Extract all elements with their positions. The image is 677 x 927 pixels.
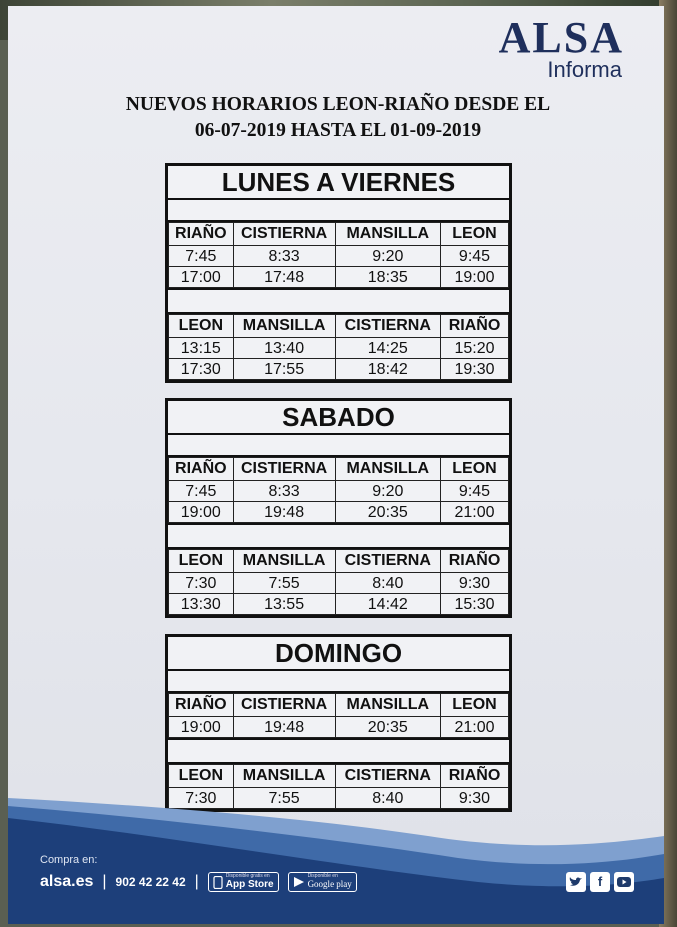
schedule-day-title: LUNES A VIERNES [168, 166, 509, 200]
footer-links [40, 872, 357, 892]
appstore-small-text: Disponible gratis en [225, 873, 270, 879]
departure-time: 19:00 [440, 267, 508, 288]
spacer-row [168, 523, 509, 549]
departure-time: 17:30 [169, 359, 234, 380]
departure-time: 9:30 [440, 788, 508, 809]
departure-time: 7:55 [233, 788, 335, 809]
table-row [169, 573, 509, 594]
phone-icon [213, 876, 223, 889]
departure-time: 8:33 [233, 481, 335, 502]
table-row [169, 717, 509, 738]
page-title [78, 92, 598, 144]
logo-sub: Informa [547, 57, 622, 82]
header-row [169, 765, 509, 788]
website-link[interactable]: alsa.es [40, 873, 94, 890]
google-play-badge[interactable] [288, 872, 357, 892]
departure-time: 9:30 [440, 573, 508, 594]
departure-time: 21:00 [440, 717, 508, 738]
departure-time: 20:35 [335, 717, 440, 738]
stop-header: CISTIERNA [335, 765, 440, 788]
header-row [169, 315, 509, 338]
table-row [169, 246, 509, 267]
table-row [169, 338, 509, 359]
departure-time: 8:33 [233, 246, 335, 267]
outbound-timetable [168, 693, 509, 738]
departure-time: 15:30 [440, 594, 508, 615]
departure-time: 7:45 [169, 481, 234, 502]
departure-time: 13:40 [233, 338, 335, 359]
logo-brand: ALSA [498, 13, 624, 62]
outbound-timetable [168, 222, 509, 288]
departure-time: 7:45 [169, 246, 234, 267]
app-store-badge[interactable] [208, 872, 279, 892]
stop-header: LEON [440, 694, 508, 717]
stop-header: LEON [169, 550, 234, 573]
schedule-2 [165, 634, 512, 812]
separator: | [102, 873, 107, 890]
title-line-1: NUEVOS HORARIOS LEON-RIAÑO DESDE EL [125, 94, 551, 115]
departure-time: 9:45 [440, 246, 508, 267]
spacer-row [168, 738, 509, 764]
table-row [169, 481, 509, 502]
return-timetable [168, 549, 509, 615]
notice-paper [8, 6, 664, 924]
stop-header: CISTIERNA [233, 223, 335, 246]
schedule-0 [165, 163, 512, 383]
departure-time: 19:00 [169, 502, 234, 523]
departure-time: 15:20 [440, 338, 508, 359]
stop-header: RIAÑO [440, 765, 508, 788]
departure-time: 20:35 [335, 502, 440, 523]
departure-time: 14:42 [335, 594, 440, 615]
return-timetable [168, 314, 509, 380]
stop-header: RIAÑO [440, 550, 508, 573]
departure-time: 9:20 [335, 246, 440, 267]
footer-banner [8, 796, 664, 924]
appstore-label: App Store [225, 879, 274, 890]
header-row [169, 223, 509, 246]
stop-header: CISTIERNA [335, 550, 440, 573]
departure-time: 14:25 [335, 338, 440, 359]
departure-time: 17:55 [233, 359, 335, 380]
departure-time: 17:48 [233, 267, 335, 288]
stop-header: CISTIERNA [233, 458, 335, 481]
departure-time: 17:00 [169, 267, 234, 288]
stop-header: RIAÑO [169, 223, 234, 246]
departure-time: 13:30 [169, 594, 234, 615]
stop-header: CISTIERNA [233, 694, 335, 717]
stop-header: LEON [440, 223, 508, 246]
departure-time: 18:42 [335, 359, 440, 380]
departure-time: 7:55 [233, 573, 335, 594]
play-icon [293, 876, 305, 888]
youtube-icon[interactable] [614, 872, 634, 892]
schedule-1 [165, 398, 512, 618]
spacer-row [168, 200, 509, 222]
separator: | [194, 873, 199, 890]
departure-time: 8:40 [335, 573, 440, 594]
departure-time: 19:00 [169, 717, 234, 738]
table-row [169, 502, 509, 523]
departure-time: 19:48 [233, 502, 335, 523]
departure-time: 8:40 [335, 788, 440, 809]
header-row [169, 550, 509, 573]
stop-header: MANSILLA [335, 694, 440, 717]
googleplay-label: Google play [307, 879, 352, 889]
table-row [169, 594, 509, 615]
departure-time: 7:30 [169, 788, 234, 809]
header-row [169, 458, 509, 481]
stop-header: LEON [169, 765, 234, 788]
departure-time: 7:30 [169, 573, 234, 594]
stop-header: MANSILLA [233, 550, 335, 573]
departure-time: 13:15 [169, 338, 234, 359]
social-links [566, 872, 634, 892]
googleplay-small-text: Disponible en [307, 873, 338, 879]
stop-header: CISTIERNA [335, 315, 440, 338]
stop-header: RIAÑO [169, 694, 234, 717]
facebook-icon[interactable]: f [590, 872, 610, 892]
title-line-2: 06-07-2019 HASTA EL 01-09-2019 [194, 120, 482, 141]
departure-time: 21:00 [440, 502, 508, 523]
twitter-icon[interactable] [566, 872, 586, 892]
departure-time: 19:48 [233, 717, 335, 738]
departure-time: 9:20 [335, 481, 440, 502]
phone-number[interactable]: 902 42 22 42 [115, 875, 186, 889]
stop-header: RIAÑO [440, 315, 508, 338]
spacer-row [168, 288, 509, 314]
departure-time: 18:35 [335, 267, 440, 288]
table-row [169, 359, 509, 380]
departure-time: 19:30 [440, 359, 508, 380]
schedule-day-title: SABADO [168, 401, 509, 435]
spacer-row [168, 435, 509, 457]
stop-header: MANSILLA [233, 765, 335, 788]
stop-header: MANSILLA [335, 458, 440, 481]
outbound-timetable [168, 457, 509, 523]
stop-header: MANSILLA [335, 223, 440, 246]
stop-header: LEON [440, 458, 508, 481]
footer-content [28, 854, 648, 904]
header-row [169, 694, 509, 717]
departure-time: 13:55 [233, 594, 335, 615]
spacer-row [168, 671, 509, 693]
stop-header: LEON [169, 315, 234, 338]
departure-time: 9:45 [440, 481, 508, 502]
table-row [169, 267, 509, 288]
schedule-day-title: DOMINGO [168, 637, 509, 671]
stop-header: MANSILLA [233, 315, 335, 338]
alsa-logo [498, 13, 624, 82]
stop-header: RIAÑO [169, 458, 234, 481]
compra-label: Compra en: [40, 854, 98, 866]
